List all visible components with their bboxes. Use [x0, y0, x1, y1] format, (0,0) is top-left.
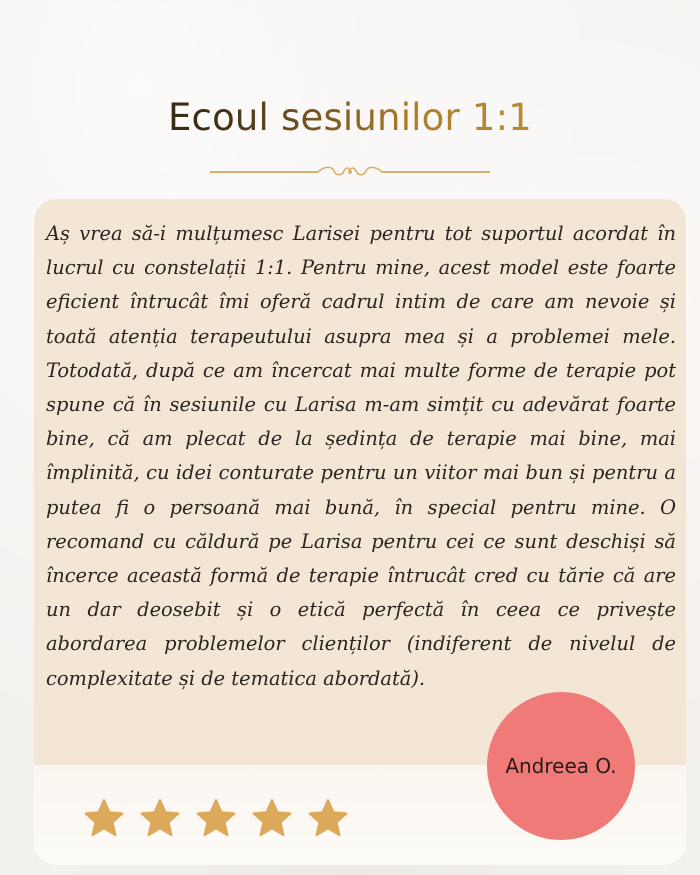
author-badge	[487, 692, 635, 840]
testimonial-text: Aș vrea să-i mulțumesc Larisei pentru tot suportul acordat în lucrul cu constelații 1:1. Pentru mine, acest model este foarte eficient întrucât îmi oferă cadrul intim de care am nevoie și toată atenția terapeutului asupra mea și a problemei mele. Totodată, după ce am încercat mai multe forme de terapie pot spune că în sesiunile cu Larisa m-am simțit cu adevărat foarte bine, că am plecat de la ședința de terapie mai bine, mai împlinită, cu idei conturate pentru un viitor mai bun și pentru a putea fi o persoană mai bună, în special pentru mine. O recomand cu căldură pe Larisa pentru cei ce sunt deschiși să încerce această formă de terapie întrucât cred cu tărie că are un dar deosebit și o etică perfectă în ceea ce privește abordarea problemelor clienților (indiferent de nivelul de complexitate și de tematica abordată).	[46, 222, 676, 690]
star-icon	[250, 797, 294, 841]
star-icon	[306, 797, 350, 841]
page-title: Ecoul sesiunilor 1:1	[0, 96, 700, 139]
star-icon	[82, 797, 126, 841]
rating-stars	[82, 797, 350, 843]
star-icon	[138, 797, 182, 841]
author-name: Andreea O.	[505, 754, 617, 778]
star-icon	[194, 797, 238, 841]
ornament-divider	[210, 165, 490, 179]
